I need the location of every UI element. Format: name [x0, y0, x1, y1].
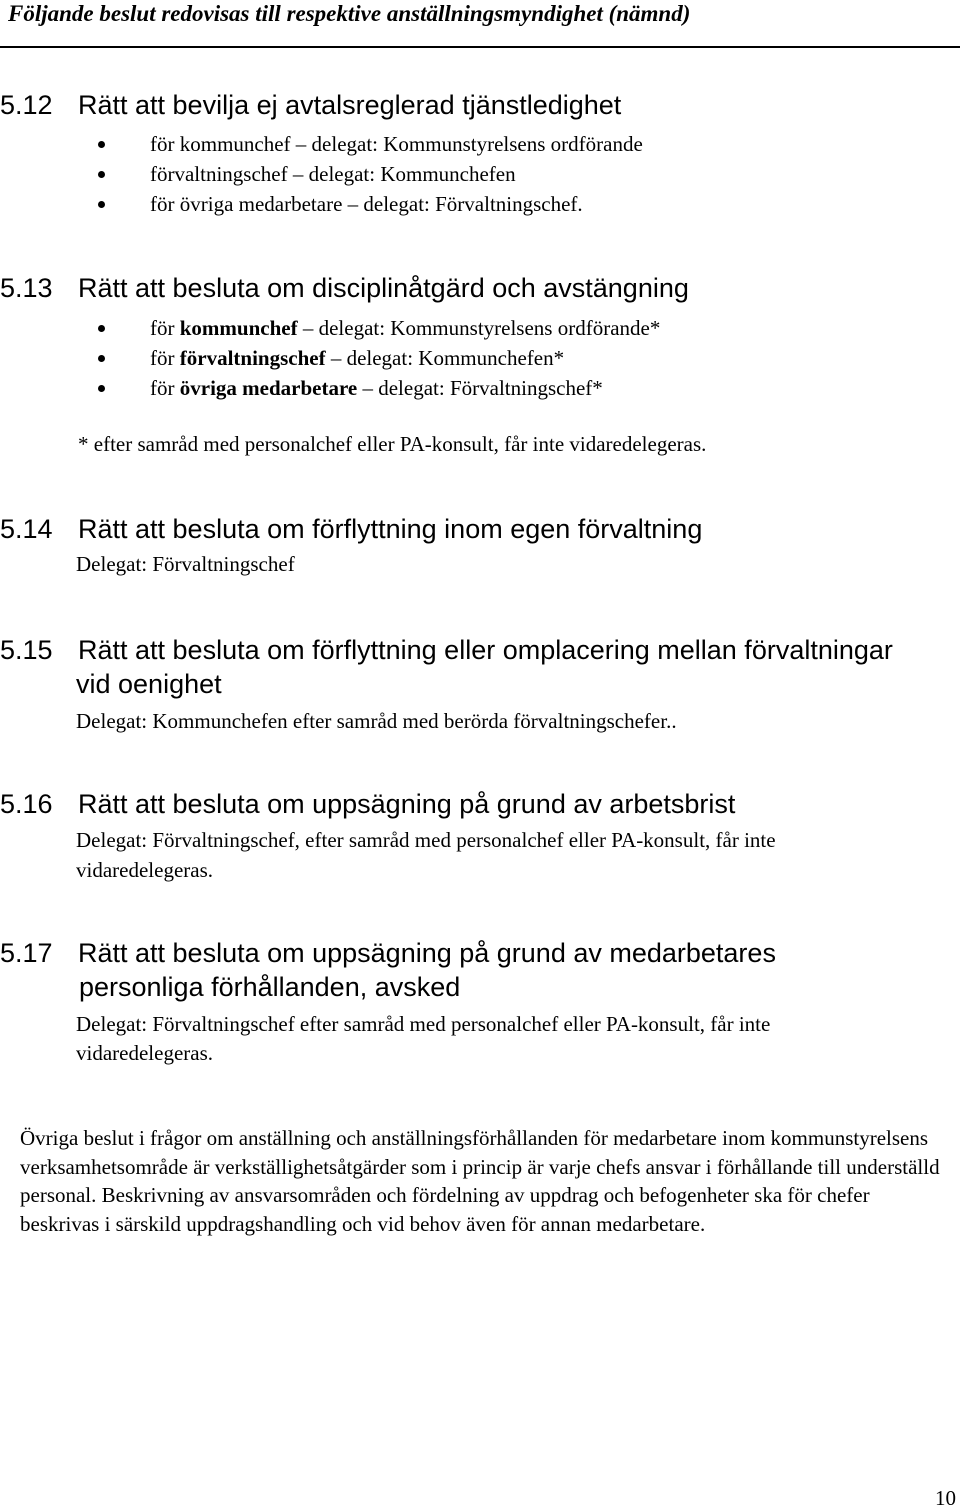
section-number: 5.13 — [0, 273, 53, 303]
bullet-icon — [98, 385, 105, 392]
footnote: * efter samråd med personalchef eller PA-konsult, får inte vidaredelegeras. — [78, 432, 707, 456]
section-number: 5.14 — [0, 514, 53, 544]
list-item: för förvaltningschef – delegat: Kommunchefen* — [0, 343, 960, 373]
section-number: 5.17 — [0, 938, 53, 968]
list-item: för övriga medarbetare – delegat: Förvaltningschef* — [0, 373, 960, 403]
section-title: Rätt att besluta om förflyttning eller omplacering mellan förvaltningar — [78, 635, 893, 665]
section-title-line2: vid oenighet — [76, 669, 222, 699]
delegate-text-line2: vidaredelegeras. — [76, 858, 214, 882]
bullet-icon — [98, 171, 105, 178]
delegate-text: Delegat: Förvaltningschef efter samråd med personalchef eller PA-konsult, får inte — [76, 1012, 771, 1036]
delegate-text: Delegat: Kommunchefen efter samråd med berörda förvaltningschefer.. — [76, 709, 677, 733]
list-item: för kommunchef – delegat: Kommunstyrelsens ordförande — [0, 129, 960, 159]
list-item: för övriga medarbetare – delegat: Förvaltningschef. — [0, 189, 960, 219]
delegate-text: Delegat: Förvaltningschef — [76, 552, 295, 576]
section-title: Rätt att besluta om uppsägning på grund av arbetsbrist — [78, 789, 736, 819]
page-number: 10 — [935, 1486, 956, 1510]
delegate-text: Delegat: Förvaltningschef, efter samråd med personalchef eller PA-konsult, får inte — [76, 828, 776, 852]
bullet-list — [0, 313, 960, 403]
bullet-icon — [98, 325, 105, 332]
delegate-text-line2: vidaredelegeras. — [76, 1041, 214, 1065]
list-item: förvaltningschef – delegat: Kommunchefen — [0, 159, 960, 189]
bullet-list — [0, 129, 960, 219]
section-title: Rätt att besluta om förflyttning inom egen förvaltning — [78, 514, 703, 544]
list-item: för kommunchef – delegat: Kommunstyrelsens ordförande* — [0, 313, 960, 343]
section-title: Rätt att besluta om uppsägning på grund av medarbetares — [78, 938, 776, 968]
bullet-icon — [98, 201, 105, 208]
section-title-line2: personliga förhållanden, avsked — [79, 972, 461, 1002]
section-title: Rätt att besluta om disciplinåtgärd och avstängning — [78, 273, 689, 303]
section-number: 5.16 — [0, 789, 53, 819]
closing-paragraph: Övriga beslut i frågor om anställning och anställningsförhållanden för medarbetare inom kommunstyrelsens verksamhetsområde är verkställighetsåtgärder som i princip är varje chefs ansvar i förhållande till underställd personal. Beskrivning av ansvarsområden och fördelning av uppdrag och befogenheter ska för chefer beskrivas i särskild uppdragshandling och vid behov även för annan medarbetare. — [20, 1126, 940, 1236]
bullet-icon — [98, 141, 105, 148]
section-title: Rätt att bevilja ej avtalsreglerad tjänstledighet — [78, 90, 622, 120]
page-header — [0, 0, 960, 48]
section-number: 5.12 — [0, 90, 53, 120]
bullet-icon — [98, 355, 105, 362]
section-number: 5.15 — [0, 635, 53, 665]
header-title: Följande beslut redovisas till respektive anställningsmyndighet (nämnd) — [8, 1, 691, 26]
